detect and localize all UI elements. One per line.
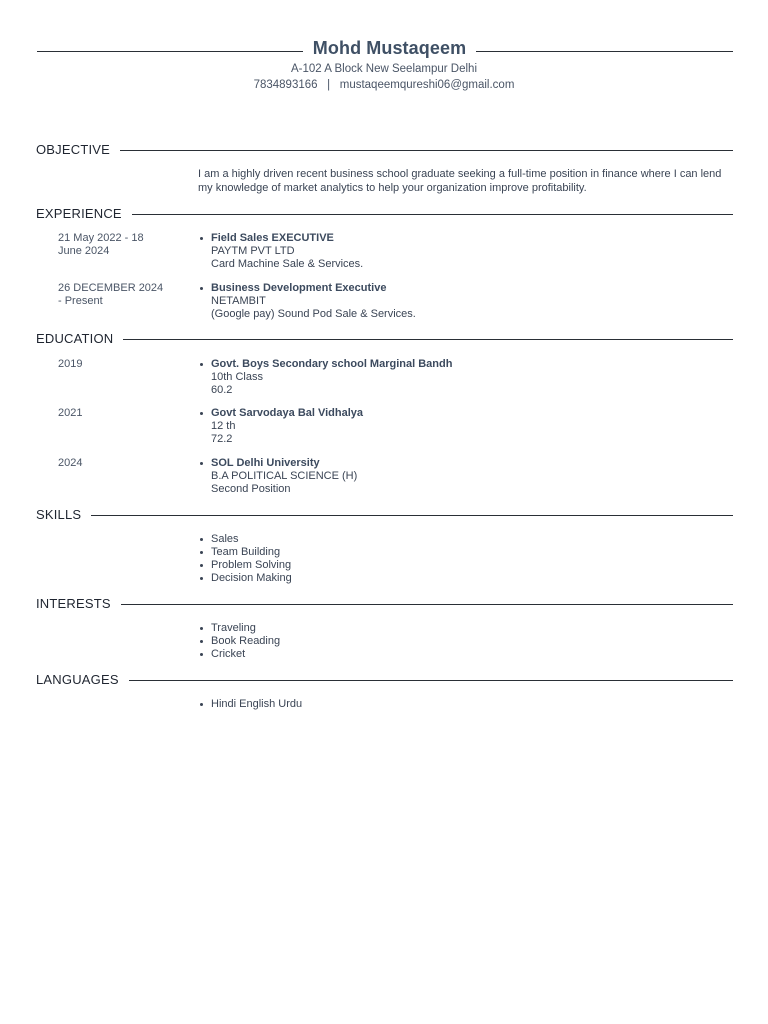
entry-detail: Second Position — [211, 483, 291, 495]
entry-date: 2019 — [58, 358, 83, 370]
list-item: Hindi English Urdu — [211, 698, 303, 710]
list-item: Traveling — [211, 622, 280, 635]
candidate-name: Mohd Mustaqeem — [312, 38, 467, 58]
section-experience — [0, 206, 768, 224]
email: mustaqeemqureshi06@gmail.com — [339, 79, 515, 91]
contact-line — [0, 77, 768, 93]
list-item — [211, 457, 731, 496]
list-item: Cricket — [211, 648, 280, 661]
section-skills — [0, 507, 768, 525]
divider — [476, 51, 733, 52]
separator: | — [327, 79, 331, 91]
entry-title: Govt Sarvodaya Bal Vidhalya — [211, 407, 364, 419]
section-title: SKILLS — [36, 507, 91, 522]
entry-detail: Card Machine Sale & Services. — [211, 258, 364, 270]
list-item: Problem Solving — [211, 559, 292, 571]
divider — [36, 515, 733, 516]
section-interests — [0, 596, 768, 614]
section-title: LANGUAGES — [36, 672, 129, 687]
divider — [36, 339, 733, 340]
section-heading — [0, 596, 768, 614]
entry-details — [198, 407, 731, 446]
divider — [37, 51, 303, 52]
skills-list — [198, 533, 292, 585]
languages-list — [198, 698, 302, 711]
section-title: INTERESTS — [36, 596, 121, 611]
entry-date: 2024 — [58, 457, 83, 469]
resume-header — [0, 38, 768, 93]
section-heading — [0, 507, 768, 525]
objective-text: I am a highly driven recent business school graduate seeking a full-time position in finance where I can lend my knowledge of market analytics to help your organization improve profitability. — [198, 168, 722, 194]
entry-org: PAYTM PVT LTD — [211, 245, 295, 257]
entry-detail: 72.2 — [211, 433, 233, 445]
list-item — [211, 407, 731, 446]
entry-detail: 60.2 — [211, 384, 233, 396]
entry-details — [198, 282, 731, 321]
list-item: Team Building — [211, 546, 292, 559]
entry-date: 2021 — [58, 407, 83, 419]
name-row — [0, 38, 768, 62]
section-heading — [0, 331, 768, 349]
phone: 7834893166 — [253, 79, 318, 91]
divider — [36, 214, 733, 215]
divider — [36, 680, 733, 681]
section-education — [0, 331, 768, 349]
entry-org: 10th Class — [211, 371, 263, 383]
section-heading — [0, 206, 768, 224]
entry-org: NETAMBIT — [211, 295, 266, 307]
section-title: EDUCATION — [36, 331, 123, 346]
entry-details — [198, 358, 731, 397]
entry-title: SOL Delhi University — [211, 457, 320, 469]
section-heading — [0, 142, 768, 160]
entry-title: Field Sales EXECUTIVE — [211, 232, 334, 244]
entry-org: B.A POLITICAL SCIENCE (H) — [211, 470, 358, 482]
list-item — [211, 358, 731, 397]
entry-date: 26 DECEMBER 2024 - Present — [58, 282, 164, 307]
address: A-102 A Block New Seelampur Delhi — [290, 63, 477, 75]
entry-title: Business Development Executive — [211, 282, 387, 294]
interests-list — [198, 622, 280, 661]
list-item: Sales — [211, 533, 292, 546]
section-title: EXPERIENCE — [36, 206, 132, 221]
divider — [36, 150, 733, 151]
list-item: Decision Making — [211, 572, 292, 584]
entry-title: Govt. Boys Secondary school Marginal Bandh — [211, 358, 453, 370]
list-item — [211, 232, 731, 271]
section-heading — [0, 672, 768, 690]
list-item: Book Reading — [211, 635, 281, 647]
list-item — [211, 282, 731, 321]
divider — [36, 604, 733, 605]
section-title: OBJECTIVE — [36, 142, 120, 157]
section-languages — [0, 672, 768, 690]
section-objective — [0, 142, 768, 160]
entry-date: 21 May 2022 - 18 June 2024 — [58, 232, 144, 257]
entry-detail: (Google pay) Sound Pod Sale & Services. — [211, 308, 416, 320]
entry-details — [198, 457, 731, 496]
entry-details — [198, 232, 731, 271]
entry-org: 12 th — [211, 420, 236, 432]
